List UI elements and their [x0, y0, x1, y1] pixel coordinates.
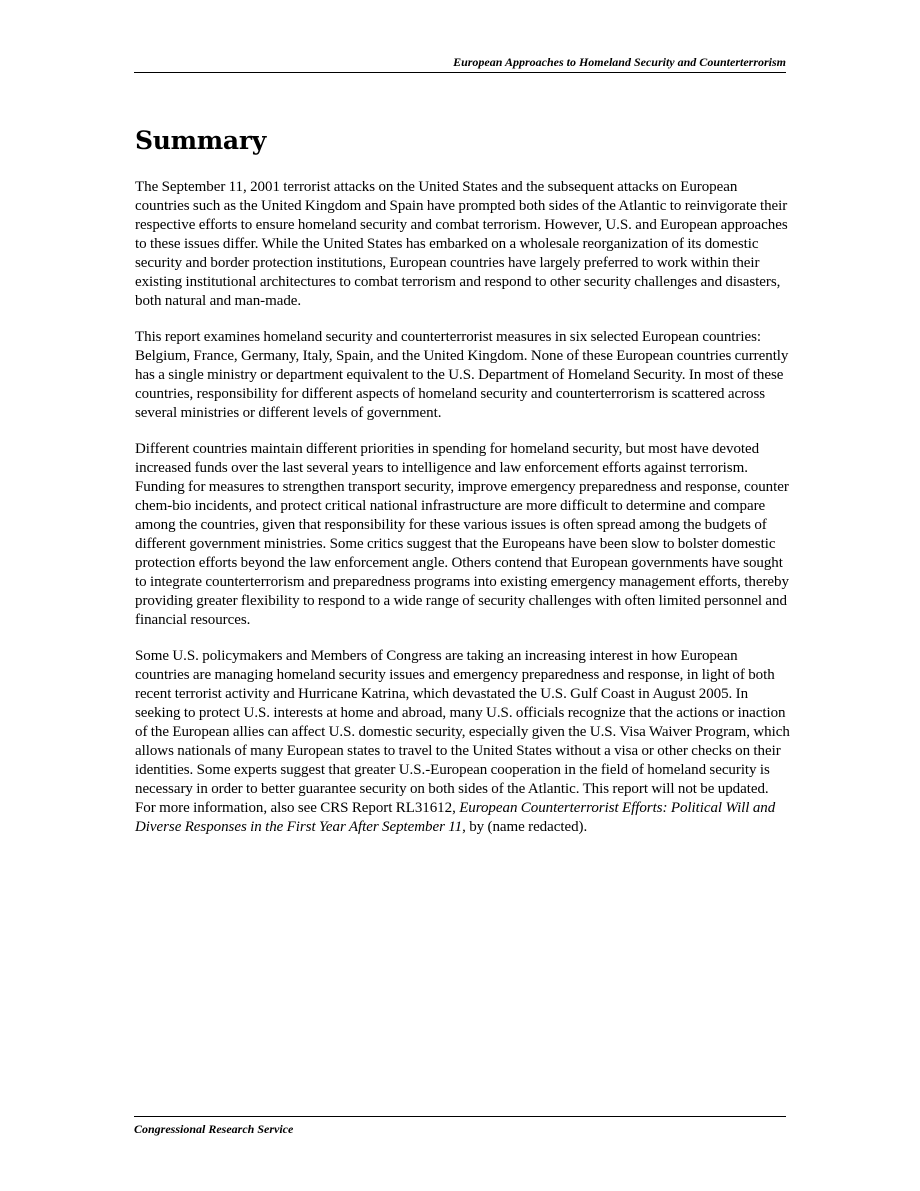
summary-paragraph-3: Different countries maintain different priorities in spending for homeland security, but most have devoted increased funds over the last several years to intelligence and law enforcement efforts against terrorism. Funding for measures to strengthen transport security, improve emergency preparedness and response, counter chem-bio incidents, and protect critical national infrastructure are more difficult to determine and compare among the countries, given that responsibility for these various issues is often spread among the budgets of different government ministries. Some critics suggest that the Europeans have been slow to bolster domestic protection efforts beyond the law enforcement angle. Others contend that European governments have sought to integrate counterterrorism and preparedness programs into existing emergency management efforts, thereby providing greater flexibility to respond to a wide range of security challenges with often limited personnel and financial resources.	[135, 441, 789, 628]
summary-paragraph-2: This report examines homeland security and counterterrorist measures in six selected European countries: Belgium, France, Germany, Italy, Spain, and the United Kingdom. None of these European countries currently has a single ministry or department equivalent to the U.S. Department of Homeland Security. In most of these countries, responsibility for different aspects of homeland security and counterterrorism is scattered across several ministries or different levels of government.	[135, 329, 789, 421]
summary-paragraph-4	[135, 647, 791, 837]
summary-section	[135, 124, 791, 854]
cited-report-title: European Counterterrorist Efforts: Political Will and Diverse Responses in the First Year After September 11	[135, 800, 776, 835]
running-footer: Congressional Research Service	[134, 1116, 786, 1137]
paragraph-4-text: Some U.S. policymakers and Members of Congress are taking an increasing interest in how European countries are managing homeland security issues and emergency preparedness and response, in light of both recent terrorist activity and Hurricane Katrina, which devastated the U.S. Gulf Coast in August 2005. In seeking to protect U.S. interests at home and abroad, many U.S. officials recognize that the actions or inaction of the European allies can affect U.S. domestic security, especially given the U.S. Visa Waiver Program, which allows nationals of many European states to travel to the United States without a visa or other checks on their identities. Some experts suggest that greater U.S.-European cooperation in the field of homeland security is necessary in order to better guarantee security on both sides of the Atlantic. This report will not be updated. For more information, also see CRS Report RL31612,	[135, 648, 790, 816]
summary-heading: Summary	[135, 126, 266, 155]
paragraph-4-ending: , by (name redacted).	[462, 819, 588, 835]
summary-paragraph-1: The September 11, 2001 terrorist attacks on the United States and the subsequent attacks on European countries such as the United Kingdom and Spain have prompted both sides of the Atlantic to reinvigorate their respective efforts to ensure homeland security and combat terrorism. However, U.S. and European approaches to these issues differ. While the United States has embarked on a wholesale reorganization of its domestic security and border protection institutions, European countries have largely preferred to work within their existing institutional architectures to combat terrorism and respond to other security challenges and disasters, both natural and man-made.	[135, 179, 788, 309]
running-header: European Approaches to Homeland Security and Counterterrorism	[134, 55, 786, 73]
